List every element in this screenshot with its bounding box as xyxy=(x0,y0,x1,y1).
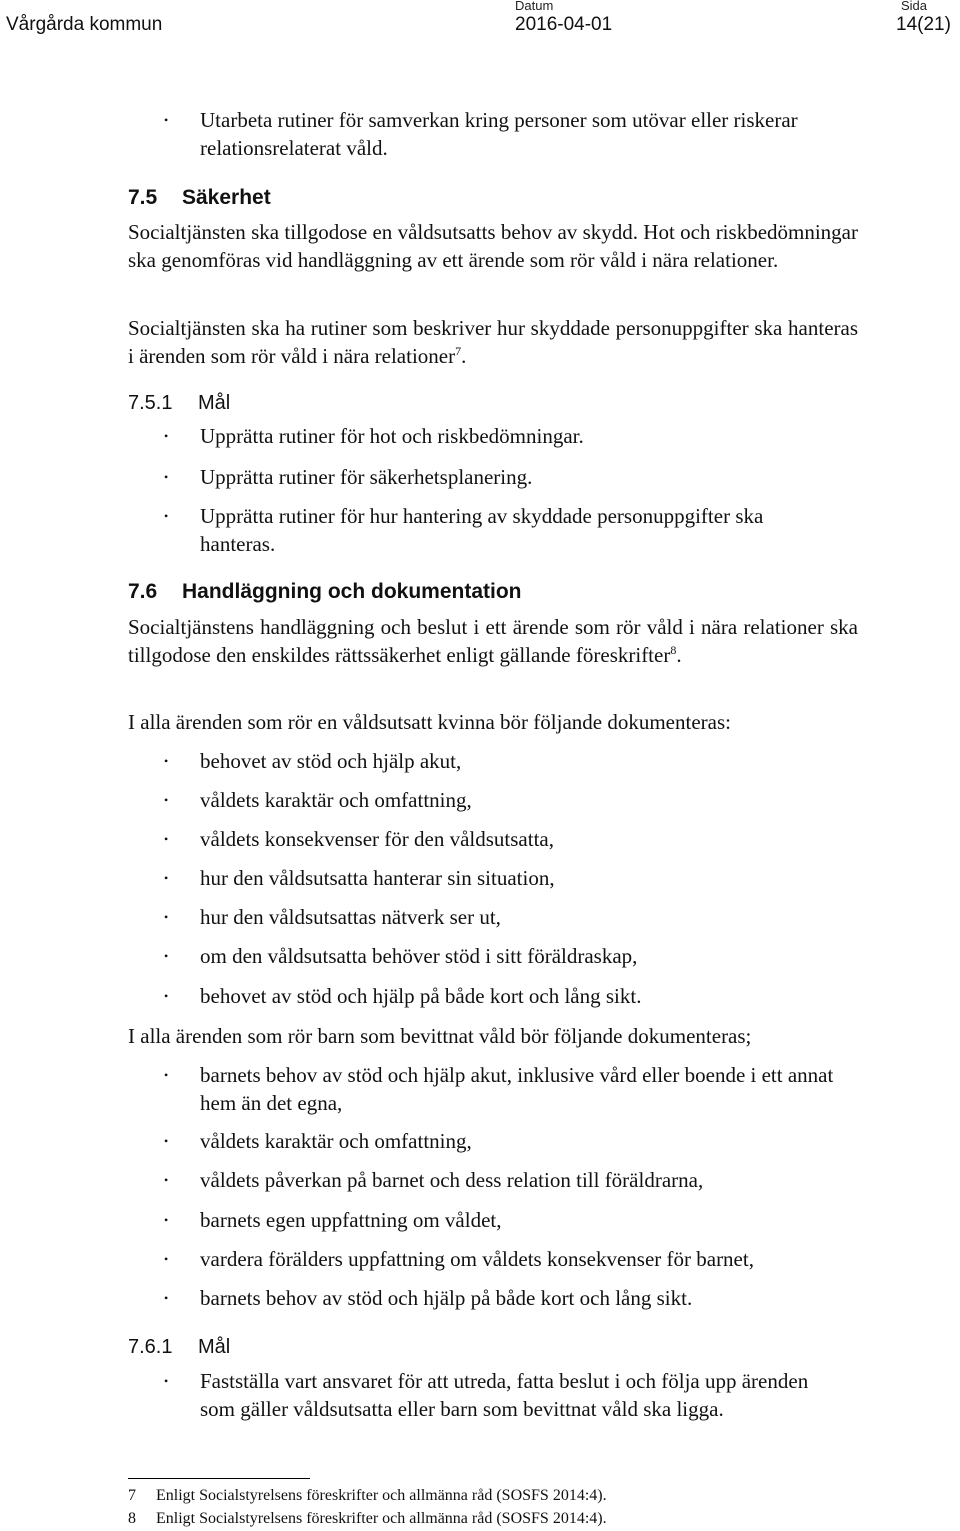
women-intro: I alla ärenden som rör en våldsutsatt kvinna bör följande dokumenteras: xyxy=(128,710,731,734)
bullet-icon: • xyxy=(164,793,169,807)
list-item-text: hur den våldsutsattas nätverk ser ut, xyxy=(200,905,501,929)
list-item-text: barnets behov av stöd och hjälp akut, inklusive vård eller boende i ett annat hem än det egna, xyxy=(200,1063,834,1115)
bullet-icon: • xyxy=(164,429,169,443)
bullet-icon: • xyxy=(164,1291,169,1305)
bullet-icon: • xyxy=(164,910,169,924)
list-item-text: hur den våldsutsatta hanterar sin situation, xyxy=(200,866,555,890)
footnote-text: Enligt Socialstyrelsens föreskrifter och allmänna råd (SOSFS 2014:4). xyxy=(156,1487,607,1504)
section-heading-7-5 xyxy=(128,186,271,210)
bullet-icon: • xyxy=(164,949,169,963)
list-item-text: vardera förälders uppfattning om våldets konsekvenser för barnet, xyxy=(200,1247,754,1271)
header-page-number: 14(21) xyxy=(896,14,951,35)
list-item-text: Upprätta rutiner för säkerhetsplanering. xyxy=(200,465,533,489)
footnote-text: Enligt Socialstyrelsens föreskrifter och allmänna råd (SOSFS 2014:4). xyxy=(156,1510,607,1527)
bullet-icon: • xyxy=(164,754,169,768)
subsection-number: 7.5.1 xyxy=(128,392,173,414)
list-item-text: behovet av stöd och hjälp på både kort och lång sikt. xyxy=(200,984,642,1008)
list-item-text: våldets karaktär och omfattning, xyxy=(200,1129,472,1153)
subsection-heading-7-6-1 xyxy=(128,1336,230,1359)
paragraph-text: Socialtjänsten ska ha rutiner som beskriver hur skyddade personuppgifter ska hanteras i ärenden som rör våld i nära relationer xyxy=(128,316,858,368)
section-title: Säkerhet xyxy=(182,186,271,209)
header-org: Vårgårda kommun xyxy=(6,14,163,35)
bullet-icon: • xyxy=(164,989,169,1003)
header-date-label: Datum xyxy=(515,0,554,13)
list-item-text: Upprätta rutiner för hur hantering av skyddade personuppgifter ska hanteras. xyxy=(200,504,764,556)
bullet-icon: • xyxy=(164,470,169,484)
section-number: 7.5 xyxy=(128,186,158,209)
subsection-number: 7.6.1 xyxy=(128,1336,173,1358)
children-intro: I alla ärenden som rör barn som bevittnat våld bör följande dokumenteras; xyxy=(128,1024,752,1048)
list-item-text: våldets konsekvenser för den våldsutsatta, xyxy=(200,827,554,851)
bullet-icon: • xyxy=(164,1213,169,1227)
paragraph xyxy=(128,613,858,669)
bullet-icon: • xyxy=(164,1252,169,1266)
paragraph-text: Socialtjänstens handläggning och beslut i ett ärende som rör våld i nära relationer ska tillgodose den enskildes rättssäkerhet enligt gällande föreskrifter xyxy=(128,615,858,667)
bullet-icon: • xyxy=(164,871,169,885)
footnote-number: 8 xyxy=(128,1510,136,1527)
bullet-icon: • xyxy=(164,113,169,127)
bullet-icon: • xyxy=(164,1173,169,1187)
subsection-heading-7-5-1 xyxy=(128,392,230,415)
list-item-text: våldets påverkan på barnet och dess relation till föräldrarna, xyxy=(200,1168,704,1192)
list-item-text: behovet av stöd och hjälp akut, xyxy=(200,749,462,773)
subsection-title: Mål xyxy=(198,1336,231,1358)
paragraph xyxy=(128,314,858,370)
list-item-text: Upprätta rutiner för hot och riskbedömningar. xyxy=(200,424,584,448)
section-title: Handläggning och dokumentation xyxy=(182,580,522,603)
bullet-icon: • xyxy=(164,509,169,523)
list-item-text: Utarbeta rutiner för samverkan kring personer som utövar eller riskerar relationsrelaterat våld. xyxy=(200,108,798,160)
footnote xyxy=(128,1510,607,1528)
list-item-text: Fastställa vart ansvaret för att utreda, fatta beslut i och följa upp ärenden som gäller våldsutsatta eller barn som bevittnat våld ska ligga. xyxy=(200,1369,809,1421)
footnote-ref: 8 xyxy=(670,643,677,657)
section-heading-7-6 xyxy=(128,580,522,604)
bullet-icon: • xyxy=(164,1374,169,1388)
bullet-icon: • xyxy=(164,1068,169,1082)
footnote xyxy=(128,1487,607,1505)
list-item-text: barnets egen uppfattning om våldet, xyxy=(200,1208,502,1232)
footnote-number: 7 xyxy=(128,1487,136,1504)
list-item-text: barnets behov av stöd och hjälp på både kort och lång sikt. xyxy=(200,1286,693,1310)
paragraph: Socialtjänsten ska tillgodose en våldsutsatts behov av skydd. Hot och riskbedömningar ska genomföras vid handläggning av ett ärende som rör våld i nära relationer. xyxy=(128,220,858,272)
paragraph-end: . xyxy=(676,643,682,667)
bullet-icon: • xyxy=(164,832,169,846)
list-item-text: våldets karaktär och omfattning, xyxy=(200,788,472,812)
header-date: 2016-04-01 xyxy=(515,14,613,35)
footnote-separator xyxy=(128,1478,310,1479)
list-item-text: om den våldsutsatta behöver stöd i sitt föräldraskap, xyxy=(200,944,638,968)
paragraph-end: . xyxy=(461,344,467,368)
bullet-icon: • xyxy=(164,1134,169,1148)
section-number: 7.6 xyxy=(128,580,158,603)
header-page-label: Sida xyxy=(901,0,928,13)
subsection-title: Mål xyxy=(198,392,231,414)
footnote-ref: 7 xyxy=(455,344,462,358)
